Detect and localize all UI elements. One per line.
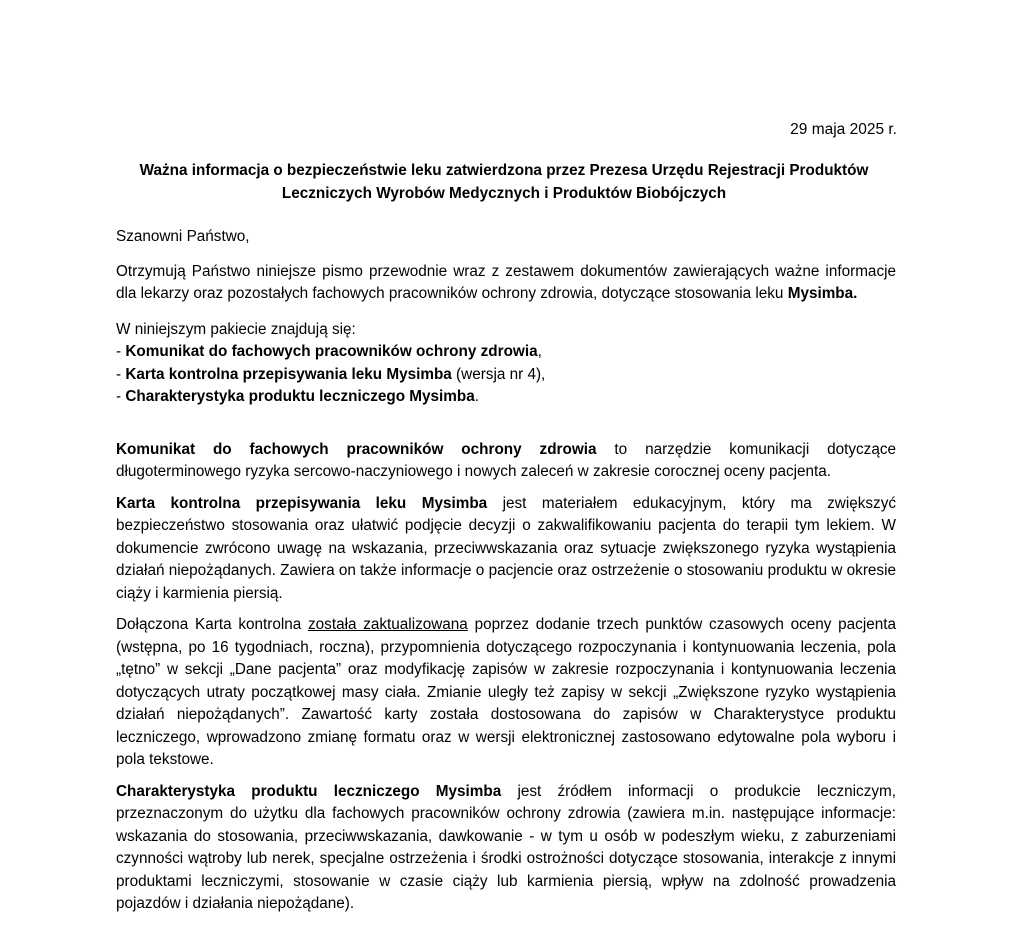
list-item [116,364,896,387]
list-item-title: Komunikat do fachowych pracowników ochrony zdrowia [125,343,538,360]
karta-title: Karta kontrolna przepisywania leku Mysimba [116,494,488,512]
list-item [116,341,896,364]
komunikat-title: Komunikat do fachowych pracowników ochrony zdrowia [116,440,597,458]
list-item [116,386,896,409]
intro-paragraph [116,261,896,306]
list-item-prefix: - [116,343,126,360]
package-heading: W niniejszym pakiecie znajdują się: [116,320,356,338]
komunikat-paragraph [116,439,896,484]
update-text-after: poprzez dodanie trzech punktów czasowych oceny pacjenta (wstępna, po 16 tygodniach, roczna), przypomnienia dotyczącego rozpoczynania i kontynuowania leczenia, pola „tętno” w sekcji „Dane pacjenta” oraz modyfikację zapisów w zakresie rozpoczynania i kontynuowania leczenia dotyczących utraty początkowej masy ciała. Zmianie uległy też zapisy w sekcji „Zwiększone ryzyko wystąpienia działań niepożądanych”. Zawartość karty została dostosowana do zapisów w Charakterystyce produktu leczniczego, wprowadzono zmianę formatu oraz w wersji elektronicznej zastosowano edytowalne pola wyboru i pola tekstowe. [116,616,896,768]
letter-body [116,226,896,925]
karta-text: jest materiałem edukacyjnym, który ma zwiększyć bezpieczeństwo stosowania oraz ułatwić podjęcie decyzji o zakwalifikowaniu pacjenta do terapii tym lekiem. W dokumencie zwrócono uwagę na wskazania, przeciwwskazania oraz sytuacje zwiększonego ryzyka wystąpienia działań niepożądanych. Zawiera on także informacje o pacjencie oraz ostrzeżenie o stosowaniu produktu w okresie ciąży i karmienia piersią. [116,494,896,602]
list-item-title: Karta kontrolna przepisywania leku Mysimba [125,365,452,383]
letter-date: 29 maja 2025 r. [790,121,897,138]
chpl-paragraph [116,781,896,916]
salutation: Szanowni Państwo, [116,228,250,245]
update-underlined: została zaktualizowana [308,616,468,633]
package-list [116,319,896,409]
chpl-text: jest źródłem informacji o produkcie leczniczym, przeznaczonym do użytku dla fachowych pracowników ochrony zdrowia (zawiera m.in. następujące informacje: wskazania do stosowania, przeciwwskazania, dawkowanie - w tym u osób w podeszłym wieku, z zaburzeniami czynności wątroby lub nerek, specjalne ostrzeżenia i środki ostrożności dotyczące stosowania, interakcje z innymi produktami leczniczymi, stosowanie w czasie ciąży lub karmienia piersią, wpływ na zdolność prowadzenia pojazdów i działania niepożądane). [116,782,896,912]
drug-name: Mysimba. [787,285,858,302]
list-item-prefix: - [116,388,126,405]
list-item-prefix: - [116,365,126,383]
update-paragraph [116,614,896,772]
letter-title: Ważna informacja o bezpieczeństwie leku zatwierdzona przez Prezesa Urzędu Rejestracji Produktów Leczniczych Wyrobów Medycznych i Produktów Biobójczych [139,162,869,202]
update-text-before: Dołączona Karta kontrolna [116,616,309,633]
intro-text: Otrzymują Państwo niniejsze pismo przewodnie wraz z zestawem dokumentów zawierających ważne informacje dla lekarzy oraz pozostałych fachowych pracowników ochrony zdrowia, dotyczące stosowania leku [116,262,896,302]
chpl-title: Charakterystyka produktu leczniczego Mysimba [116,782,502,800]
list-item-suffix: , [537,343,542,360]
list-item-title: Charakterystyka produktu leczniczego Mysimba [125,388,475,405]
karta-paragraph [116,493,896,606]
list-item-suffix: (wersja nr 4), [451,365,546,383]
list-item-suffix: . [474,388,480,405]
komunikat-text: to narzędzie komunikacji dotyczące długoterminowego ryzyka sercowo-naczyniowego i nowych zaleceń w zakresie corocznej oceny pacjenta. [116,440,896,480]
